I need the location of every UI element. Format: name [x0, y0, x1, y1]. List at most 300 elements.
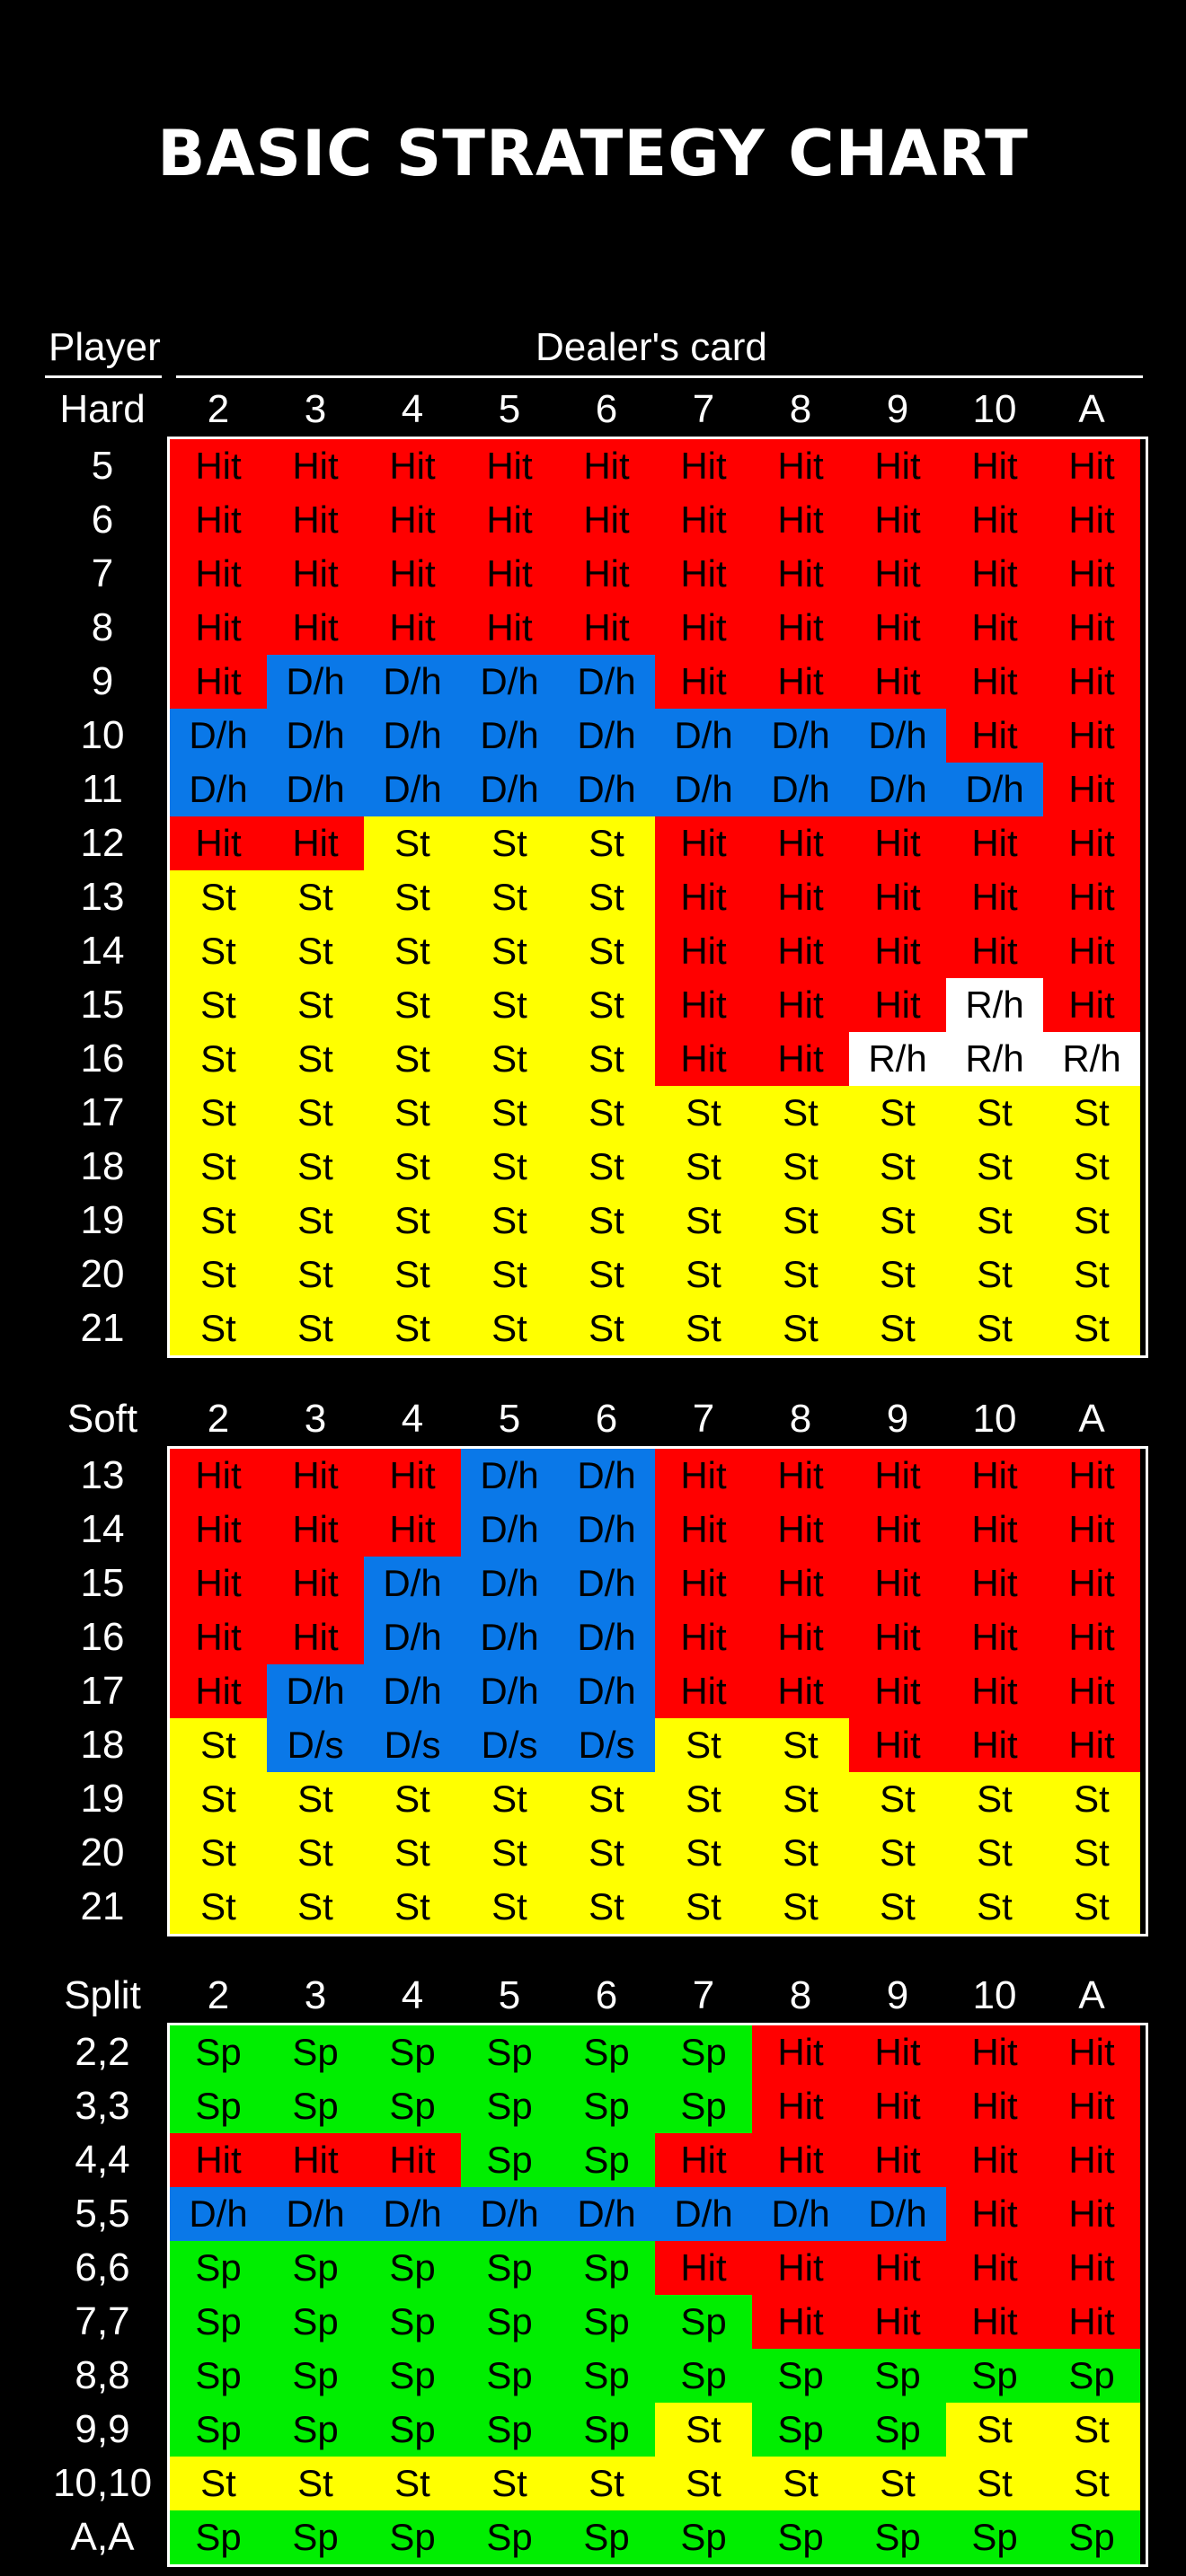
table-row: [0, 1140, 1186, 1194]
action-cell-st: St: [558, 1826, 655, 1880]
action-cell-st: St: [558, 978, 655, 1032]
action-cell-st: St: [655, 2403, 752, 2457]
action-cell-d-h: D/h: [364, 763, 461, 816]
action-cell-d-h: D/h: [364, 1610, 461, 1664]
action-cell-hit: Hit: [946, 2187, 1043, 2241]
table-row: [0, 1880, 1186, 1934]
action-cell-hit: Hit: [364, 601, 461, 655]
action-cell-hit: Hit: [170, 601, 267, 655]
action-cell-hit: Hit: [655, 1449, 752, 1503]
action-cell-hit: Hit: [1043, 870, 1140, 924]
dealer-card-header: 2: [207, 1973, 230, 2017]
player-label: Player: [49, 325, 161, 369]
table-row: [0, 601, 1186, 655]
action-cell-hit: Hit: [946, 709, 1043, 763]
action-cell-st: St: [267, 1880, 364, 1934]
action-cell-st: St: [946, 1194, 1043, 1248]
table-row: [0, 870, 1186, 924]
action-cell-d-s: D/s: [558, 1718, 655, 1772]
action-cell-hit: Hit: [946, 493, 1043, 547]
action-cell-hit: Hit: [946, 2079, 1043, 2133]
action-cell-hit: Hit: [1043, 1503, 1140, 1557]
action-cell-hit: Hit: [558, 493, 655, 547]
action-cell-hit: Hit: [1043, 2079, 1140, 2133]
action-cell-hit: Hit: [1043, 2295, 1140, 2349]
table-row: [0, 2510, 1186, 2564]
action-cell-st: St: [558, 1772, 655, 1826]
action-cell-st: St: [558, 1086, 655, 1140]
action-cell-r-h: R/h: [1043, 1032, 1140, 1086]
action-cell-st: St: [946, 1880, 1043, 1934]
action-cell-sp: Sp: [364, 2349, 461, 2403]
action-cell-st: St: [1043, 1140, 1140, 1194]
player-hand-label: 6: [91, 498, 114, 542]
action-cell-hit: Hit: [752, 2133, 849, 2187]
action-cell-hit: Hit: [849, 1503, 946, 1557]
action-cell-d-h: D/h: [655, 709, 752, 763]
action-cell-st: St: [558, 1880, 655, 1934]
action-cell-hit: Hit: [849, 2133, 946, 2187]
action-cell-hit: Hit: [1043, 1557, 1140, 1610]
action-cell-st: St: [461, 924, 558, 978]
dealer-card-header: 4: [401, 1973, 424, 2017]
action-cell-hit: Hit: [946, 870, 1043, 924]
action-cell-r-h: R/h: [946, 978, 1043, 1032]
action-cell-d-h: D/h: [364, 655, 461, 709]
action-cell-hit: Hit: [364, 1449, 461, 1503]
action-cell-hit: Hit: [946, 601, 1043, 655]
action-cell-st: St: [461, 1194, 558, 1248]
action-cell-hit: Hit: [655, 655, 752, 709]
action-cell-hit: Hit: [752, 1032, 849, 1086]
table-row: [0, 2295, 1186, 2349]
action-cell-hit: Hit: [752, 1503, 849, 1557]
action-cell-st: St: [752, 1194, 849, 1248]
action-cell-hit: Hit: [267, 439, 364, 493]
action-cell-st: St: [655, 1880, 752, 1934]
action-cell-d-h: D/h: [267, 655, 364, 709]
action-cell-st: St: [364, 1880, 461, 1934]
action-cell-hit: Hit: [461, 547, 558, 601]
action-cell-st: St: [364, 1086, 461, 1140]
player-hand-label: 19: [80, 1777, 125, 1821]
table-row: [0, 816, 1186, 870]
action-cell-sp: Sp: [267, 2025, 364, 2079]
action-cell-hit: Hit: [849, 870, 946, 924]
player-hand-label: 13: [80, 1453, 125, 1497]
player-hand-label: 7,7: [75, 2299, 130, 2343]
action-cell-st: St: [267, 1772, 364, 1826]
action-cell-d-h: D/h: [946, 763, 1043, 816]
action-cell-d-h: D/h: [558, 655, 655, 709]
action-cell-hit: Hit: [946, 816, 1043, 870]
action-cell-st: St: [849, 1248, 946, 1301]
action-cell-st: St: [849, 2457, 946, 2510]
action-cell-sp: Sp: [849, 2510, 946, 2564]
action-cell-st: St: [752, 1086, 849, 1140]
action-cell-st: St: [558, 1248, 655, 1301]
table-row: [0, 2187, 1186, 2241]
table-row: [0, 2403, 1186, 2457]
dealer-card-header: 7: [692, 1397, 715, 1441]
action-cell-st: St: [267, 1086, 364, 1140]
action-cell-st: St: [170, 870, 267, 924]
table-row: [0, 655, 1186, 709]
action-cell-sp: Sp: [946, 2349, 1043, 2403]
action-cell-st: St: [1043, 1194, 1140, 1248]
action-cell-hit: Hit: [946, 439, 1043, 493]
action-cell-hit: Hit: [267, 1449, 364, 1503]
dealer-card-header: 6: [595, 1397, 618, 1441]
action-cell-hit: Hit: [946, 1449, 1043, 1503]
action-cell-st: St: [849, 1301, 946, 1355]
action-cell-st: St: [946, 1826, 1043, 1880]
action-cell-hit: Hit: [946, 1718, 1043, 1772]
action-cell-sp: Sp: [461, 2079, 558, 2133]
action-cell-hit: Hit: [752, 2025, 849, 2079]
action-cell-hit: Hit: [1043, 1449, 1140, 1503]
action-cell-sp: Sp: [170, 2079, 267, 2133]
table-row: [0, 2457, 1186, 2510]
action-cell-sp: Sp: [558, 2510, 655, 2564]
action-cell-st: St: [946, 1301, 1043, 1355]
action-cell-hit: Hit: [267, 2133, 364, 2187]
dealer-card-header: A: [1078, 1397, 1105, 1441]
action-cell-hit: Hit: [752, 655, 849, 709]
action-cell-st: St: [170, 1772, 267, 1826]
action-cell-hit: Hit: [1043, 709, 1140, 763]
action-cell-sp: Sp: [364, 2241, 461, 2295]
action-cell-st: St: [267, 924, 364, 978]
action-cell-hit: Hit: [752, 2079, 849, 2133]
action-cell-st: St: [364, 1140, 461, 1194]
action-cell-hit: Hit: [849, 547, 946, 601]
action-cell-hit: Hit: [267, 1557, 364, 1610]
player-hand-label: 15: [80, 983, 125, 1027]
action-cell-st: St: [558, 1140, 655, 1194]
action-cell-hit: Hit: [1043, 2241, 1140, 2295]
table-row: [0, 1610, 1186, 1664]
action-cell-hit: Hit: [1043, 763, 1140, 816]
action-cell-st: St: [849, 1880, 946, 1934]
table-row: [0, 763, 1186, 816]
action-cell-hit: Hit: [655, 2241, 752, 2295]
action-cell-hit: Hit: [1043, 547, 1140, 601]
action-cell-st: St: [170, 1032, 267, 1086]
action-cell-d-h: D/h: [558, 1557, 655, 1610]
player-hand-label: 20: [80, 1831, 125, 1875]
action-cell-st: St: [655, 1194, 752, 1248]
action-cell-st: St: [267, 2457, 364, 2510]
table-row: [0, 547, 1186, 601]
dealer-card-header: 4: [401, 387, 424, 431]
dealer-card-header: 5: [498, 1397, 521, 1441]
table-row: [0, 1826, 1186, 1880]
action-cell-hit: Hit: [267, 1610, 364, 1664]
action-cell-st: St: [267, 1826, 364, 1880]
action-cell-st: St: [461, 1772, 558, 1826]
action-cell-hit: Hit: [946, 2295, 1043, 2349]
action-cell-hit: Hit: [946, 2025, 1043, 2079]
table-row: [0, 1557, 1186, 1610]
player-hand-label: 17: [80, 1669, 125, 1713]
action-cell-st: St: [946, 1248, 1043, 1301]
section-header-row: [0, 1392, 1186, 1446]
action-cell-d-h: D/h: [558, 1503, 655, 1557]
action-cell-sp: Sp: [946, 2510, 1043, 2564]
player-hand-label: 14: [80, 929, 125, 973]
player-hand-label: 11: [82, 767, 123, 811]
action-cell-hit: Hit: [1043, 1610, 1140, 1664]
player-hand-label: 18: [80, 1723, 125, 1767]
dealer-card-header: 9: [886, 1397, 909, 1441]
action-cell-d-s: D/s: [364, 1718, 461, 1772]
dealer-card-header: 2: [207, 387, 230, 431]
action-cell-sp: Sp: [849, 2349, 946, 2403]
section-label: Split: [64, 1973, 141, 2017]
action-cell-d-s: D/s: [267, 1718, 364, 1772]
action-cell-sp: Sp: [364, 2403, 461, 2457]
action-cell-st: St: [655, 1772, 752, 1826]
action-cell-sp: Sp: [461, 2349, 558, 2403]
action-cell-hit: Hit: [364, 1503, 461, 1557]
player-hand-label: A,A: [70, 2515, 135, 2559]
action-cell-st: St: [461, 1086, 558, 1140]
dealer-card-header: 5: [498, 387, 521, 431]
action-cell-hit: Hit: [267, 816, 364, 870]
action-cell-sp: Sp: [655, 2295, 752, 2349]
action-cell-d-h: D/h: [364, 2187, 461, 2241]
action-cell-hit: Hit: [267, 601, 364, 655]
action-cell-hit: Hit: [461, 439, 558, 493]
action-cell-hit: Hit: [849, 1718, 946, 1772]
action-cell-st: St: [1043, 1772, 1140, 1826]
table-row: [0, 1032, 1186, 1086]
action-cell-st: St: [752, 1880, 849, 1934]
action-cell-hit: Hit: [1043, 655, 1140, 709]
dealer-card-header: 10: [972, 1397, 1017, 1441]
action-cell-d-h: D/h: [461, 1664, 558, 1718]
player-hand-label: 9: [91, 659, 114, 703]
player-hand-label: 7: [91, 551, 114, 595]
action-cell-st: St: [655, 1140, 752, 1194]
action-cell-hit: Hit: [752, 1610, 849, 1664]
action-cell-st: St: [655, 1826, 752, 1880]
action-cell-st: St: [267, 978, 364, 1032]
dealer-card-header: A: [1078, 387, 1105, 431]
action-cell-sp: Sp: [461, 2133, 558, 2187]
action-cell-d-h: D/h: [461, 709, 558, 763]
action-cell-st: St: [461, 1032, 558, 1086]
action-cell-st: St: [267, 1140, 364, 1194]
action-cell-sp: Sp: [461, 2241, 558, 2295]
action-cell-st: St: [267, 1301, 364, 1355]
player-hand-label: 21: [80, 1884, 125, 1928]
dealer-card-header: A: [1078, 1973, 1105, 2017]
action-cell-st: St: [170, 1248, 267, 1301]
player-hand-label: 16: [80, 1037, 125, 1081]
action-cell-st: St: [752, 1772, 849, 1826]
dealer-card-header: 10: [972, 1973, 1017, 2017]
action-cell-hit: Hit: [849, 924, 946, 978]
player-hand-label: 15: [80, 1561, 125, 1605]
action-cell-sp: Sp: [267, 2241, 364, 2295]
player-hand-label: 18: [80, 1144, 125, 1188]
table-row: [0, 1718, 1186, 1772]
action-cell-st: St: [364, 1301, 461, 1355]
action-cell-sp: Sp: [461, 2510, 558, 2564]
dealer-card-header: 4: [401, 1397, 424, 1441]
action-cell-hit: Hit: [946, 1664, 1043, 1718]
dealer-card-header: 6: [595, 387, 618, 431]
action-cell-hit: Hit: [1043, 1664, 1140, 1718]
table-row: [0, 1772, 1186, 1826]
action-cell-sp: Sp: [170, 2510, 267, 2564]
action-cell-d-h: D/h: [752, 709, 849, 763]
action-cell-sp: Sp: [558, 2241, 655, 2295]
action-cell-hit: Hit: [655, 1557, 752, 1610]
player-hand-label: 10,10: [52, 2461, 153, 2505]
action-cell-d-h: D/h: [170, 2187, 267, 2241]
player-hand-label: 8,8: [75, 2353, 130, 2397]
dealer-card-header: 8: [789, 387, 812, 431]
action-cell-hit: Hit: [364, 547, 461, 601]
action-cell-st: St: [1043, 1086, 1140, 1140]
action-cell-hit: Hit: [752, 924, 849, 978]
player-hand-label: 5: [91, 444, 114, 488]
action-cell-sp: Sp: [461, 2295, 558, 2349]
action-cell-st: St: [267, 1032, 364, 1086]
action-cell-hit: Hit: [267, 547, 364, 601]
action-cell-st: St: [655, 1301, 752, 1355]
action-cell-hit: Hit: [849, 1610, 946, 1664]
action-cell-st: St: [364, 870, 461, 924]
action-cell-sp: Sp: [655, 2510, 752, 2564]
action-cell-st: St: [461, 1140, 558, 1194]
action-cell-sp: Sp: [364, 2025, 461, 2079]
action-cell-hit: Hit: [752, 870, 849, 924]
action-cell-sp: Sp: [558, 2349, 655, 2403]
action-cell-sp: Sp: [655, 2079, 752, 2133]
action-cell-hit: Hit: [849, 978, 946, 1032]
action-cell-hit: Hit: [655, 870, 752, 924]
action-cell-hit: Hit: [946, 924, 1043, 978]
action-cell-st: St: [267, 870, 364, 924]
action-cell-hit: Hit: [170, 2133, 267, 2187]
action-cell-hit: Hit: [170, 1610, 267, 1664]
action-cell-sp: Sp: [752, 2349, 849, 2403]
action-cell-sp: Sp: [1043, 2349, 1140, 2403]
action-cell-d-s: D/s: [461, 1718, 558, 1772]
action-cell-st: St: [461, 1248, 558, 1301]
action-cell-d-h: D/h: [849, 2187, 946, 2241]
action-cell-d-h: D/h: [558, 1449, 655, 1503]
action-cell-d-h: D/h: [364, 1557, 461, 1610]
action-cell-hit: Hit: [558, 547, 655, 601]
action-cell-hit: Hit: [655, 1664, 752, 1718]
action-cell-st: St: [461, 816, 558, 870]
action-cell-st: St: [946, 2457, 1043, 2510]
action-cell-d-h: D/h: [461, 1610, 558, 1664]
section-header-row: [0, 1969, 1186, 2023]
dealer-card-header: 6: [595, 1973, 618, 2017]
table-row: [0, 1301, 1186, 1355]
action-cell-d-h: D/h: [461, 763, 558, 816]
action-cell-st: St: [849, 1086, 946, 1140]
action-cell-hit: Hit: [946, 1610, 1043, 1664]
action-cell-sp: Sp: [558, 2079, 655, 2133]
action-cell-hit: Hit: [364, 493, 461, 547]
action-cell-st: St: [364, 1248, 461, 1301]
action-cell-sp: Sp: [558, 2295, 655, 2349]
action-cell-st: St: [752, 1826, 849, 1880]
dealer-card-header: 2: [207, 1397, 230, 1441]
action-cell-sp: Sp: [170, 2241, 267, 2295]
table-row: [0, 2025, 1186, 2079]
dealer-card-header: 9: [886, 1973, 909, 2017]
action-cell-hit: Hit: [558, 601, 655, 655]
action-cell-hit: Hit: [655, 924, 752, 978]
action-cell-st: St: [849, 1194, 946, 1248]
player-hand-label: 19: [80, 1198, 125, 1242]
section-label: Hard: [59, 387, 146, 431]
action-cell-hit: Hit: [170, 547, 267, 601]
section-label: Soft: [66, 1397, 138, 1441]
table-row: [0, 1449, 1186, 1503]
action-cell-st: St: [461, 1826, 558, 1880]
dealer-card-header: 3: [304, 1397, 327, 1441]
action-cell-hit: Hit: [655, 816, 752, 870]
action-cell-sp: Sp: [170, 2349, 267, 2403]
action-cell-st: St: [461, 1880, 558, 1934]
table-row: [0, 1086, 1186, 1140]
action-cell-hit: Hit: [1043, 439, 1140, 493]
action-cell-hit: Hit: [1043, 924, 1140, 978]
action-cell-hit: Hit: [752, 1557, 849, 1610]
action-cell-st: St: [558, 924, 655, 978]
action-cell-st: St: [364, 1826, 461, 1880]
action-cell-d-h: D/h: [364, 1664, 461, 1718]
dealer-card-header: 3: [304, 387, 327, 431]
action-cell-st: St: [364, 1772, 461, 1826]
action-cell-sp: Sp: [655, 2349, 752, 2403]
action-cell-st: St: [752, 1718, 849, 1772]
action-cell-st: St: [170, 924, 267, 978]
action-cell-sp: Sp: [267, 2403, 364, 2457]
action-cell-hit: Hit: [170, 1557, 267, 1610]
action-cell-st: St: [461, 2457, 558, 2510]
action-cell-hit: Hit: [655, 1032, 752, 1086]
action-cell-st: St: [267, 1194, 364, 1248]
table-row: [0, 1194, 1186, 1248]
action-cell-hit: Hit: [752, 547, 849, 601]
action-cell-hit: Hit: [1043, 978, 1140, 1032]
dealer-card-header: 7: [692, 1973, 715, 2017]
action-cell-hit: Hit: [849, 2241, 946, 2295]
action-cell-d-h: D/h: [267, 2187, 364, 2241]
dealer-card-header: 5: [498, 1973, 521, 2017]
action-cell-st: St: [558, 870, 655, 924]
action-cell-hit: Hit: [461, 493, 558, 547]
dealer-card-header: 8: [789, 1973, 812, 2017]
action-cell-sp: Sp: [849, 2403, 946, 2457]
action-cell-st: St: [752, 1248, 849, 1301]
action-cell-st: St: [461, 1301, 558, 1355]
action-cell-hit: Hit: [946, 2133, 1043, 2187]
action-cell-st: St: [1043, 1880, 1140, 1934]
action-cell-hit: Hit: [558, 439, 655, 493]
action-cell-sp: Sp: [364, 2079, 461, 2133]
